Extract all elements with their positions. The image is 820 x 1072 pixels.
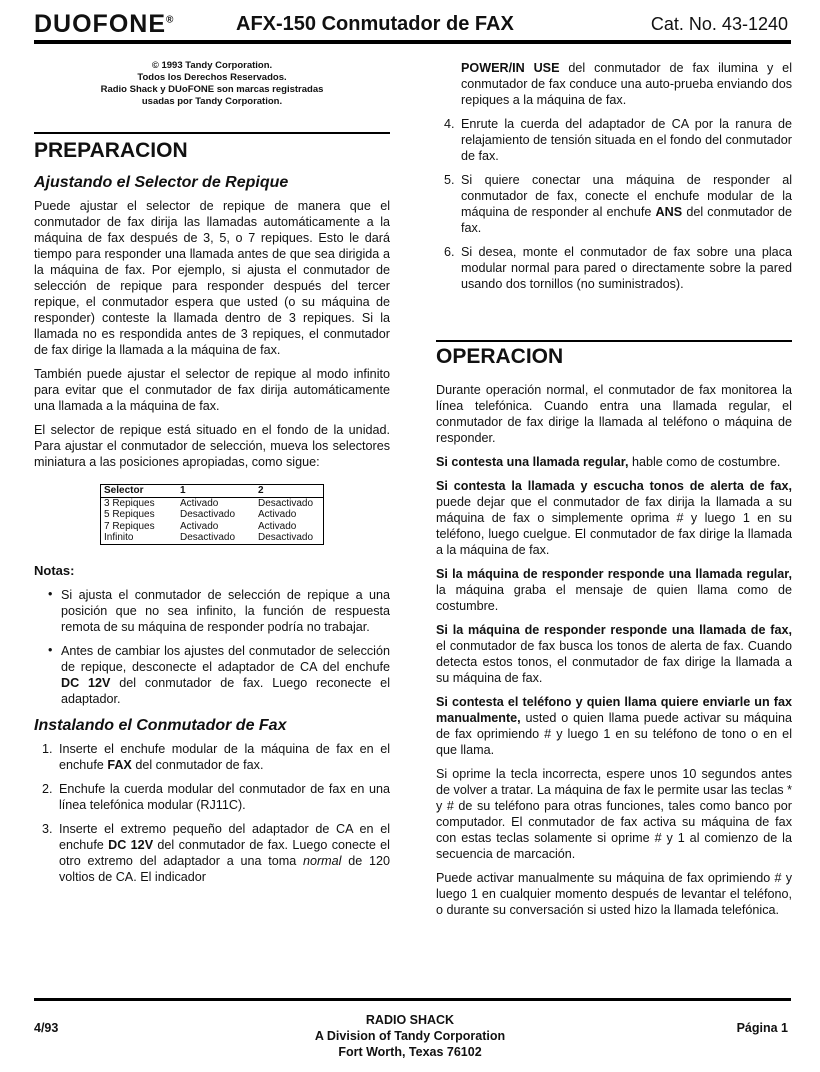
catalog-number: Cat. No. 43-1240 [650,14,788,34]
list-item [34,741,390,773]
section-title-operacion: OPERACION [436,345,564,368]
step-text: Si quiere conectar una máquina de responder al conmutador de fax, conecte el enchufe modular de la máquina de responder al enchufe [461,173,792,219]
emphasis-text: normal [302,853,342,868]
brand-logo [34,10,174,39]
operation-section [436,344,792,926]
table-header-cell: 2 [255,485,324,498]
jack-label: DC 12V [108,837,154,852]
step-text: Enrute la cuerda del adaptador de CA por la ranura de relajamiento de tensión situada en el fondo del conmutador de fax. [461,117,792,163]
header-rule [34,40,791,44]
install-steps-continued [436,116,792,292]
table-row [101,509,324,521]
note-text: Antes de cambiar los ajustes del conmutador de selección de repique, desconecte el adaptador de CA del enchufe [61,643,390,674]
jack-label: DC 12V [61,675,111,690]
step-continuation [436,60,792,108]
step-number: 3. [42,821,53,836]
lead-in: Si contesta el teléfono y quien llama quiere enviarle un fax manualmente, [436,695,792,725]
left-column [34,138,390,893]
bullet-icon: • [48,642,53,657]
paragraph-text: el conmutador de fax busca los tonos de alerta de fax. Cuando detecta estos tonos, el conmutador de fax dirige la llamada a su máquina de fax. [436,639,792,685]
footer-date: 4/93 [34,1021,59,1035]
paragraph: El selector de repique está situado en el fondo de la unidad. Para ajustar el conmutador de selección, mueva los selectores miniatura a las posiciones apropiadas, como sigue: [34,423,390,469]
paragraph: Puede ajustar el selector de repique de manera que el conmutador de fax dirija las llamadas automáticamente a la máquina de fax después de 3, 5, o 7 repiques. Esto le dará tiempo para responder una llamada antes de que sea dirigida a la máquina de fax. Por ejemplo, si ajusta el conmutador de selección de repique para responder después del tercer repique, el conmutador espera que usted (o su máquina de responder) conteste la llamada dentro de 3 repiques. Si la llamada no es respondida antes de 3 repiques, el conmutador de fax dirige la llamada a la máquina de fax. [34,199,390,357]
step-text: del conmutador de fax. [461,205,792,235]
install-steps [34,741,390,885]
table-row [101,521,324,533]
section-rule [34,132,390,134]
step-number: 6. [444,245,455,259]
table-row [101,532,324,544]
table-cell: 5 Repiques [104,509,155,520]
list-item [436,244,792,292]
table-cell: Activado [258,520,297,532]
footer-rule [34,998,791,1001]
table-cell: Desactivado [258,497,314,509]
step-text: del conmutador de fax. Luego conecte el otro extremo del adaptador a una toma [59,837,390,868]
step-text: Inserte el extremo pequeño del adaptador de CA en el enchufe [59,821,390,852]
paragraph: Durante operación normal, el conmutador de fax monitorea la línea telefónica. Cuando entra una llamada regular, el conmutador de fax dirige la llamada al teléfono o máquina de responder. [436,383,792,445]
company-address: Fort Worth, Texas 76102 [338,1045,482,1059]
paragraph [436,622,792,686]
copyright-line: Todos los Derechos Reservados. [137,72,287,83]
right-column [436,60,792,300]
table-row [101,497,324,509]
table-header-row [101,485,324,498]
step-number: 2. [42,781,53,796]
paragraph: También puede ajustar el selector de repique al modo infinito para evitar que el conmutador de fax dirija automáticamente una llamada a la máquina de fax. [34,367,390,413]
table-header-cell: 1 [177,485,255,498]
notes-heading: Notas: [34,562,75,578]
subsection-title-ring-selector: Ajustando el Selector de Repique [34,174,289,191]
lead-in: Si la máquina de responder responde una llamada de fax, [436,623,792,637]
paragraph-text: hable como de costumbre. [628,455,781,469]
copyright-line: © 1993 Tandy Corporation. [151,60,273,71]
page-number: Página 1 [736,1021,788,1035]
paragraph [436,478,792,558]
document-title: AFX-150 Conmutador de FAX [236,13,514,35]
list-item [34,781,390,813]
paragraph: Si oprime la tecla incorrecta, espere unos 10 segundos antes de volver a tratar. La máquina de fax le permite usar las teclas * y # de su teléfono para otras funciones, tales como banco por computador. El conmutador de fax activa su máquina de fax con estas teclas solamente si oprime # y 1 al comienzo de la secuencia de marcación. [436,767,792,861]
list-item [34,587,390,635]
company-name: RADIO SHACK [365,1013,455,1027]
table-cell: 3 Repiques [104,497,155,509]
step-number: 5. [444,173,455,187]
note-text: del conmutador de fax. Luego reconecte el adaptador. [61,675,390,706]
selector-table [100,484,324,545]
section-rule [436,340,792,342]
subsection-title-install: Instalando el Conmutador de Fax [34,716,287,734]
footer-company [260,1012,560,1060]
lead-in: Si contesta una llamada regular, [436,455,629,469]
step-number: 4. [444,117,455,131]
step-text: del conmutador de fax. [131,757,264,772]
paragraph: Puede activar manualmente su máquina de fax oprimiendo # y luego 1 en cualquier momento después de levantar el teléfono, o durante su conversación si usted hizo la llamada telefónica. [436,871,792,917]
list-item [436,116,792,164]
note-text: Si ajusta el conmutador de selección de repique a una posición que no sea infinito, la función de respuesta remota de su máquina de responder podría no trabajar. [61,587,390,634]
table-cell: Desactivado [180,509,236,520]
indicator-label: POWER/IN USE [461,61,560,75]
list-item [34,643,390,707]
step-text: Enchufe la cuerda modular del conmutador de fax en una línea telefónica modular (RJ11C). [59,781,390,812]
step-text: Si desea, monte el conmutador de fax sobre una placa modular normal para pared o directamente sobre la pared usando dos tornillos (no suministrados). [461,245,792,291]
notes-list [34,587,390,707]
step-text: de 120 voltios de CA. El indicador [59,853,390,884]
jack-label: FAX [107,757,132,772]
list-item [436,172,792,236]
section-title-preparacion: PREPARACION [34,139,188,162]
table-cell: 7 Repiques [104,520,155,532]
table-cell: Desactivado [258,532,314,543]
brand-name: DUOFONE [34,10,166,38]
table-cell: Desactivado [180,532,236,543]
copyright-line: usadas por Tandy Corporation. [141,96,283,107]
company-division: A Division of Tandy Corporation [314,1029,506,1043]
table-cell: Activado [258,509,297,520]
list-item [34,821,390,885]
paragraph [436,454,792,470]
bullet-icon: • [48,586,53,601]
table-cell: Activado [180,497,219,509]
copyright-line: Radio Shack y DUoFONE son marcas registradas [100,84,324,95]
step-text: del conmutador de fax ilumina y el conmutador de fax conduce una auto-prueba enviando dos repiques a la máquina de fax. [461,61,792,107]
lead-in: Si contesta la llamada y escucha tonos de alerta de fax, [436,479,792,493]
table-cell: Activado [180,520,219,532]
paragraph [436,694,792,758]
paragraph [436,566,792,614]
brand-registered-mark: ® [166,14,175,26]
paragraph-text: puede dejar que el conmutador de fax dirija la llamada a su máquina de fax o simplemente oprima # y luego 1 en su teléfono, luego cuelgue. El conmutador de fax dirige la llamada a la máquina de fax. [436,495,792,557]
step-number: 1. [42,741,53,756]
lead-in: Si la máquina de responder responde una llamada regular, [436,567,792,581]
step-text: Inserte el enchufe modular de la máquina de fax en el enchufe [59,741,390,772]
table-cell: Infinito [104,532,134,543]
jack-label: ANS [655,205,683,219]
copyright-block [34,60,390,108]
paragraph-text: la máquina graba el mensaje de quien llama como de costumbre. [436,583,792,613]
paragraph-text: usted o quien llama puede activar su máquina de fax oprimiendo # y luego 1 en su teléfono de tono o en el que llama. [436,711,792,757]
table-header-cell: Selector [101,485,178,498]
